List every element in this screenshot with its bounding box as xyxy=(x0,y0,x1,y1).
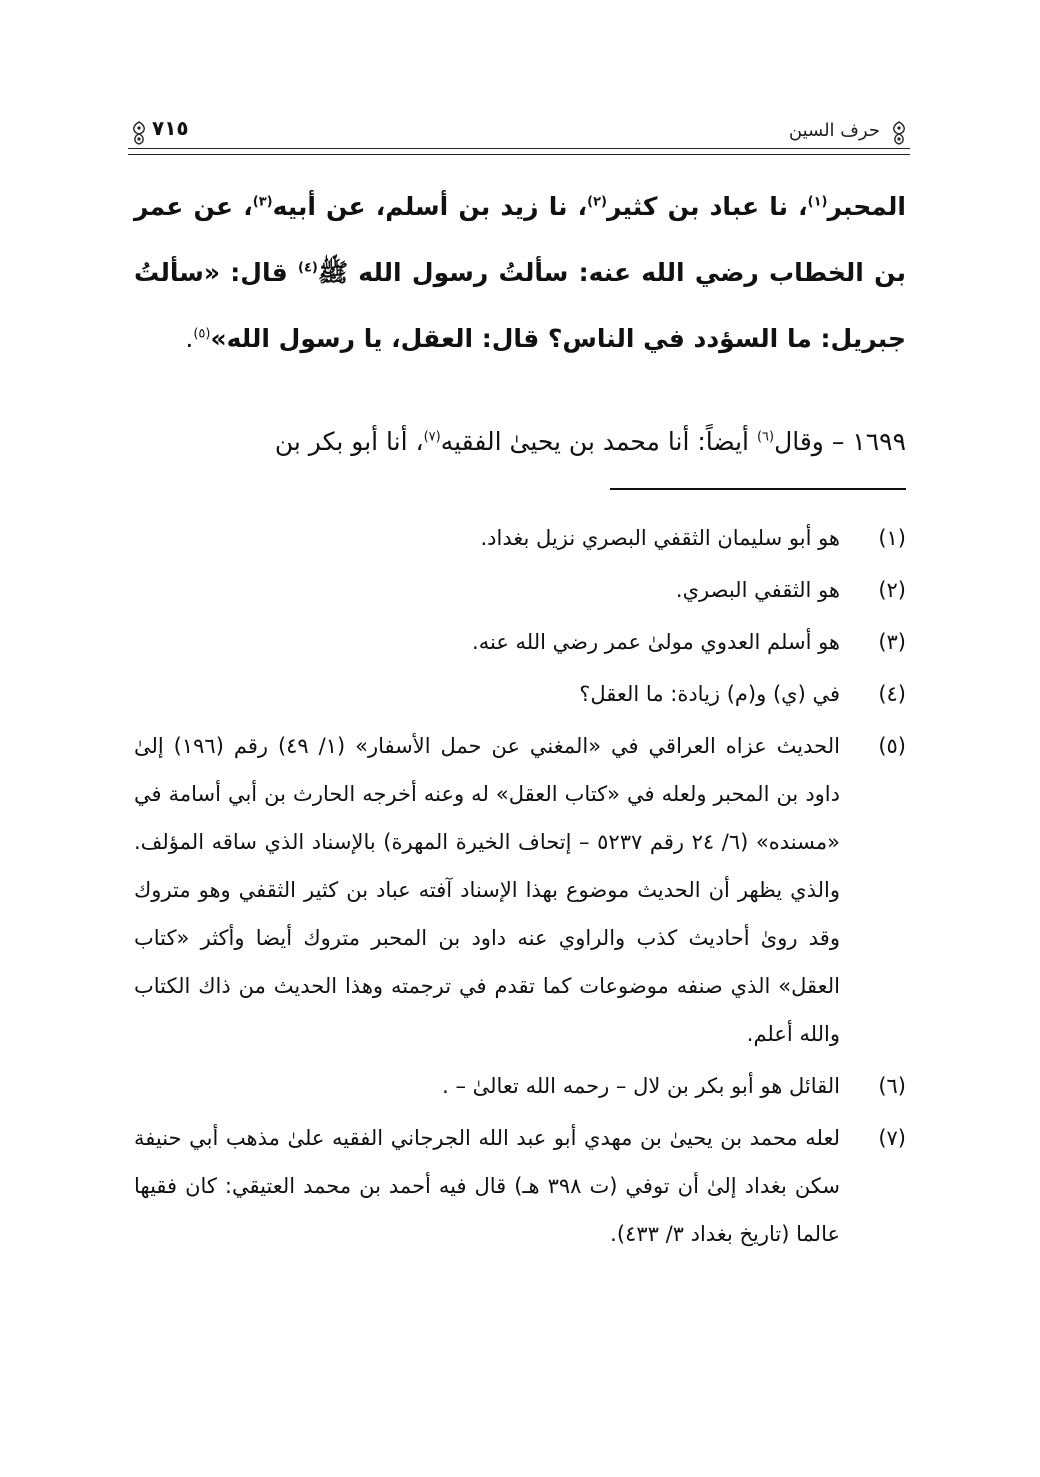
footnote-item xyxy=(134,1062,906,1110)
footnote-item xyxy=(134,618,906,666)
footnote-ref: (٧) xyxy=(423,429,441,445)
footnote-separator xyxy=(610,488,906,490)
footnote-item xyxy=(134,722,906,1058)
footnote-ref: (٣) xyxy=(252,194,273,210)
footnotes xyxy=(134,514,906,1262)
ornament-icon xyxy=(888,120,910,146)
footnote-ref: (٥) xyxy=(193,326,211,342)
hadith-1699: ١٦٩٩ – وقال$^{(٦)}$ أيضاً: أنا محمد بن يحيىٰ الفقيه$^{(٧)}$، أنا أبو بكر بن xyxy=(274,427,906,456)
footnote-ref: (٤) xyxy=(297,260,318,276)
chapter-title: حرف السين xyxy=(788,120,880,141)
footnote-text: القائل هو أبو بكر بن لال – رحمه الله تعالىٰ – . xyxy=(442,1074,840,1098)
footnote-number: (٢) xyxy=(878,578,906,602)
page-header xyxy=(128,118,910,158)
footnote-number: (٦) xyxy=(878,1074,906,1098)
footnote-number: (٧) xyxy=(878,1126,906,1150)
footnote-text: هو الثقفي البصري. xyxy=(675,578,840,602)
ornament-icon xyxy=(128,120,150,146)
footnote-text: في (ي) و(م) زيادة: ما العقل؟ xyxy=(579,682,840,706)
page-number: ٧١٥ xyxy=(152,116,189,140)
footnote-number: (٤) xyxy=(878,682,906,706)
footnote-text: هو أبو سليمان الثقفي البصري نزيل بغداد. xyxy=(480,526,840,550)
hadith-paragraph: المحبر$^{(١)}$، نا عباد بن كثير$^{(٢)}$، نا زيد بن أسلم، عن أبيه$^{(٣)}$، عن عمر بن الخطاب رضي الله عنه: سألتُ رسول الله ﷺ$^{(٤)}$ قال: «سألتُ جبريل: ما السؤدد في الناس؟ قال: العقل، يا رسول الله»$^{(٥)}$. xyxy=(134,192,906,353)
footnote-item xyxy=(134,1114,906,1258)
footnote-text: هو أسلم العدوي مولىٰ عمر رضي الله عنه. xyxy=(472,630,840,654)
footnote-number: (٣) xyxy=(878,630,906,654)
footnote-number: (٥) xyxy=(878,734,906,758)
footnote-text: الحديث عزاه العراقي في «المغني عن حمل الأسفار» (١/ ٤٩) رقم (١٩٦) إلىٰ داود بن المحبر ولعله في «كتاب العقل» له وعنه أخرجه الحارث بن أبي أسامة في «مسنده» (٦/ ٢٤ رقم ٥٢٣٧ – إتحاف الخيرة المهرة) بالإسناد الذي ساقه المؤلف. والذي يظهر أن الحديث موضوع بهذا الإسناد آفته عباد بن كثير الثقفي وهو متروك وقد روىٰ أحاديث كذب والراوي عنه داود بن المحبر متروك أيضا وأكثر «كتاب العقل» الذي صنفه موضوعات كما تقدم في ترجمته وهذا الحديث من ذاك الكتاب والله أعلم. xyxy=(134,734,840,1046)
footnote-ref: (٢) xyxy=(587,194,607,210)
footnote-item xyxy=(134,514,906,562)
footnote-text: لعله محمد بن يحيىٰ بن مهدي أبو عبد الله الجرجاني الفقيه علىٰ مذهب أبي حنيفة سكن بغداد إلىٰ أن توفي (ت ٣٩٨ هـ) قال فيه أحمد بن محمد العتيقي: كان فقيها عالما (تاريخ بغداد ٣/ ٤٣٣). xyxy=(134,1126,840,1246)
hadith-quote: «سألتُ جبريل: ما السؤدد في الناس؟ قال: العقل، يا رسول الله» xyxy=(134,258,906,353)
header-rule xyxy=(128,148,910,155)
footnote-number: (١) xyxy=(878,526,906,550)
main-text xyxy=(134,174,906,372)
footnote-ref: (٦) xyxy=(756,429,775,445)
footnote-ref: (١) xyxy=(807,194,828,210)
footnote-item xyxy=(134,566,906,614)
footnote-item xyxy=(134,670,906,718)
